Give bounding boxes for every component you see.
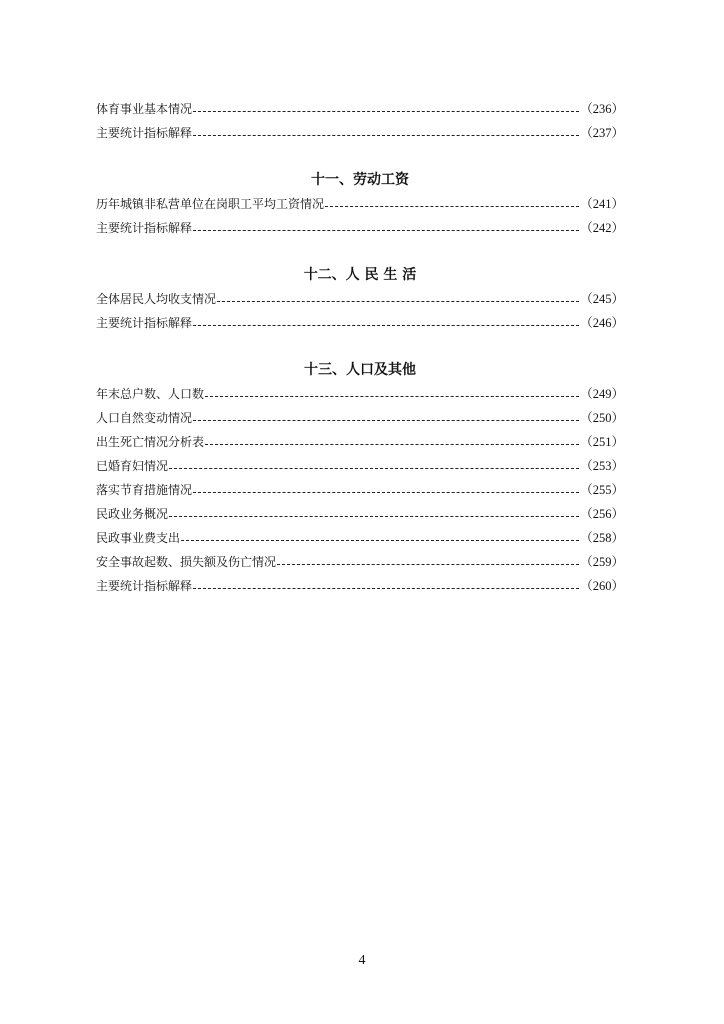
toc-entry[interactable]: [96, 406, 624, 430]
toc-entry[interactable]: [96, 550, 624, 574]
dot-leader: [205, 396, 579, 397]
toc-entry-page: （260）: [580, 579, 624, 593]
toc-entry-title: 体育事业基本情况: [96, 102, 193, 116]
toc-entry[interactable]: [96, 192, 624, 216]
dot-leader: [181, 540, 579, 541]
toc-entry-page: （255）: [580, 483, 624, 497]
toc-entry-page: （250）: [580, 411, 624, 425]
toc-entry-title: 全体居民人均收支情况: [96, 292, 217, 306]
toc-entry[interactable]: [96, 574, 624, 598]
toc-entry-page: （256）: [580, 507, 624, 521]
toc-entry[interactable]: [96, 430, 624, 454]
toc-entry-page: （242）: [580, 221, 624, 235]
toc-entry-title: 民政业务概况: [96, 507, 169, 521]
section-heading-population: 十三、人口及其他: [304, 362, 416, 378]
toc-entry-page: （246）: [580, 316, 624, 330]
toc-entry-title: 已婚育妇情况: [96, 459, 169, 473]
toc-entry-page: （237）: [580, 126, 624, 140]
dot-leader: [169, 468, 579, 469]
toc-entry-page: （245）: [580, 292, 624, 306]
toc-entry-title: 安全事故起数、损失额及伤亡情况: [96, 555, 277, 569]
dot-leader: [193, 492, 579, 493]
toc-entry[interactable]: [96, 216, 624, 240]
toc-entry-page: （253）: [580, 459, 624, 473]
toc-entry-page: （241）: [580, 197, 624, 211]
toc-entry-title: 主要统计指标解释: [96, 126, 193, 140]
toc-entry-title: 出生死亡情况分析表: [96, 435, 205, 449]
dot-leader: [193, 230, 579, 231]
dot-leader: [193, 420, 579, 421]
section-heading-living: 十二、人 民 生 活: [303, 267, 417, 283]
toc-entry[interactable]: [96, 97, 624, 121]
toc-entry-title: 落实节育措施情况: [96, 483, 193, 497]
dot-leader: [277, 564, 579, 565]
toc-entry-page: （259）: [580, 555, 624, 569]
toc-entry-page: （258）: [580, 531, 624, 545]
toc-entry[interactable]: [96, 526, 624, 550]
dot-leader: [193, 325, 579, 326]
page-number: 4: [358, 953, 366, 968]
toc-entry[interactable]: [96, 478, 624, 502]
dot-leader: [193, 111, 579, 112]
toc-entry[interactable]: [96, 287, 624, 311]
toc-entry-title: 主要统计指标解释: [96, 221, 193, 235]
toc-entry-title: 历年城镇非私营单位在岗职工平均工资情况: [96, 197, 325, 211]
toc-entry[interactable]: [96, 382, 624, 406]
toc-entry[interactable]: [96, 454, 624, 478]
toc-entry-page: （249）: [580, 387, 624, 401]
toc-entry-title: 年末总户数、人口数: [96, 387, 205, 401]
toc-entry[interactable]: [96, 502, 624, 526]
toc-entry-page: （251）: [580, 435, 624, 449]
table-of-contents: [96, 97, 624, 598]
toc-entry-title: 人口自然变动情况: [96, 411, 193, 425]
dot-leader: [193, 588, 579, 589]
toc-entry-page: （236）: [580, 102, 624, 116]
toc-entry[interactable]: [96, 121, 624, 145]
section-heading-labor-wages: 十一、劳动工资: [311, 172, 409, 188]
toc-entry-title: 民政事业费支出: [96, 531, 181, 545]
toc-entry[interactable]: [96, 311, 624, 335]
toc-entry-title: 主要统计指标解释: [96, 579, 193, 593]
dot-leader: [193, 135, 579, 136]
dot-leader: [325, 206, 579, 207]
toc-entry-title: 主要统计指标解释: [96, 316, 193, 330]
dot-leader: [169, 516, 579, 517]
dot-leader: [217, 301, 579, 302]
dot-leader: [205, 444, 579, 445]
